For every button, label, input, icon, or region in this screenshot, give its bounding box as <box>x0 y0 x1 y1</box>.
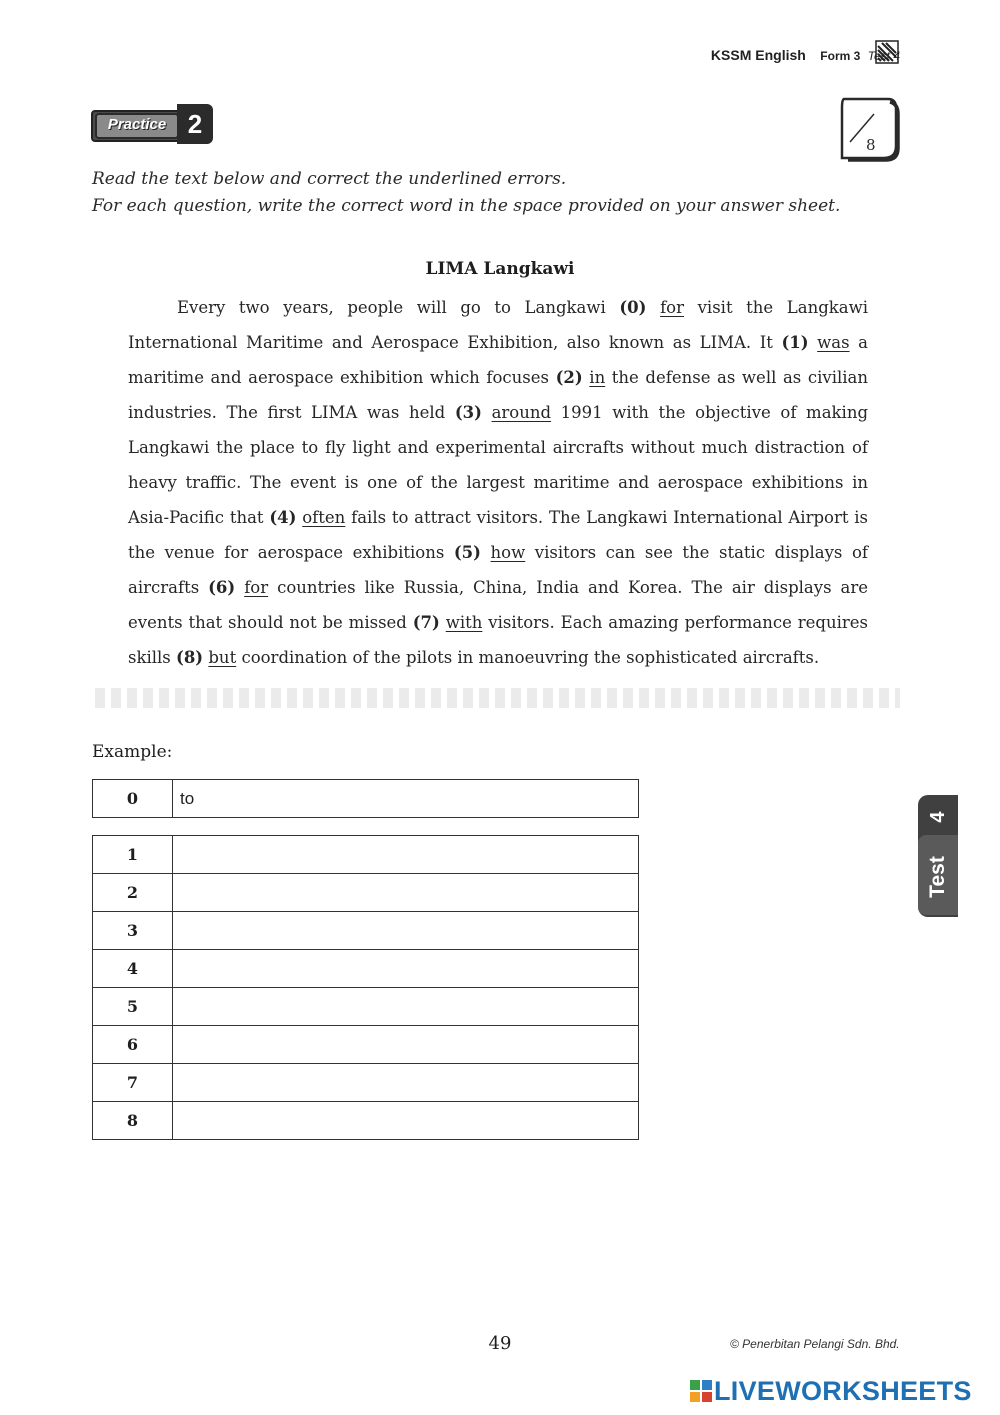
answer-number: 3 <box>93 912 173 950</box>
underlined-error-6: for <box>244 578 269 597</box>
side-tab-number: 4 <box>926 811 949 823</box>
answer-input-5[interactable] <box>180 996 624 1018</box>
page-header <box>711 47 900 65</box>
liveworksheets-mark-icon <box>690 1380 712 1402</box>
liveworksheets-logo <box>690 1376 990 1406</box>
question-marker-7: (7) <box>412 613 440 632</box>
score-box <box>838 96 900 162</box>
underlined-error-3: around <box>491 403 552 422</box>
answer-number: 1 <box>93 836 173 874</box>
example-row <box>93 780 639 818</box>
example-answer: to <box>173 780 639 818</box>
question-marker-4: (4) <box>269 508 297 527</box>
answer-row <box>93 836 639 874</box>
passage-paragraph: Every two years, people will go to Langkawi (0) for visit the Langkawi International Maritime and Aerospace Exhibition, also known as LIMA. It (1) was a maritime and aerospace exhibition which focuses (2) in the defense as well as civilian industries. The first LIMA was held (3) around 1991 with the objective of making Langkawi the place to fly light and experimental aircrafts without much distraction of heavy traffic. The event is one of the largest maritime and aerospace exhibitions in Asia-Pacific that (4) often fails to attract visitors. The Langkawi International Airport is the venue for aerospace exhibitions (5) how visitors can see the static displays of aircrafts (6) for countries like Russia, China, India and Korea. The air displays are events that should not be missed (7) with visitors. Each amazing performance requires skills (8) but coordination of the pilots in manoeuvring the sophisticated aircrafts. <box>128 298 869 667</box>
scan-artifact-strip <box>95 688 900 708</box>
underlined-error-4: often <box>302 508 346 527</box>
question-marker-6: (6) <box>208 578 236 597</box>
underlined-error-2: in <box>589 368 606 387</box>
underlined-error-1: was <box>817 333 850 352</box>
answer-number: 8 <box>93 1102 173 1140</box>
answer-cell <box>173 1064 639 1102</box>
example-number: 0 <box>93 780 173 818</box>
instruction-line-1: Read the text below and correct the underlined errors. <box>92 169 567 189</box>
score-denominator: 8 <box>866 136 876 154</box>
answer-input-3[interactable] <box>180 920 624 942</box>
underlined-error-7: with <box>445 613 483 632</box>
answer-cell <box>173 874 639 912</box>
question-marker-1: (1) <box>781 333 809 352</box>
question-marker-2: (2) <box>555 368 583 387</box>
practice-label: Practice <box>95 113 179 139</box>
passage <box>128 290 868 675</box>
answer-cell <box>173 1102 639 1140</box>
answer-row <box>93 1064 639 1102</box>
answer-row <box>93 950 639 988</box>
answer-input-2[interactable] <box>180 882 624 904</box>
answer-row <box>93 874 639 912</box>
answer-number: 5 <box>93 988 173 1026</box>
side-tab-label-bg <box>918 835 958 915</box>
signal-bars-icon <box>875 40 899 64</box>
answer-cell <box>173 836 639 874</box>
answer-cell <box>173 950 639 988</box>
answer-input-4[interactable] <box>180 958 624 980</box>
underlined-error-0: for <box>660 298 685 317</box>
header-test: Test 4 <box>867 49 900 63</box>
header-subject: KSSM English <box>710 47 806 63</box>
passage-title: LIMA Langkawi <box>425 259 575 279</box>
answer-input-1[interactable] <box>180 844 624 866</box>
answer-number: 7 <box>93 1064 173 1102</box>
side-tab-label: Test <box>926 856 949 898</box>
practice-badge <box>91 104 215 144</box>
answer-number: 2 <box>93 874 173 912</box>
answer-row <box>93 912 639 950</box>
instruction-line-2: For each question, write the correct word in the space provided on your answer sheet. <box>92 196 841 216</box>
answer-input-6[interactable] <box>180 1034 624 1056</box>
underlined-error-8: but <box>208 648 237 667</box>
answer-cell <box>173 988 639 1026</box>
question-marker-5: (5) <box>453 543 481 562</box>
answer-number: 6 <box>93 1026 173 1064</box>
instructions <box>92 166 840 220</box>
page-number: 49 <box>488 1333 512 1354</box>
question-marker-8: (8) <box>176 648 204 667</box>
answer-input-8[interactable] <box>180 1110 624 1132</box>
practice-number: 2 <box>177 104 213 144</box>
answer-row <box>93 1026 639 1064</box>
answer-row <box>93 1102 639 1140</box>
answer-number: 4 <box>93 950 173 988</box>
underlined-error-5: how <box>490 543 526 562</box>
header-form: Form 3 <box>820 49 861 63</box>
example-label: Example: <box>92 742 173 762</box>
liveworksheets-brand: LIVEWORKSHEETS <box>714 1376 972 1406</box>
answer-input-7[interactable] <box>180 1072 624 1094</box>
answer-cell <box>173 1026 639 1064</box>
question-marker-3: (3) <box>454 403 482 422</box>
copyright: © Penerbitan Pelangi Sdn. Bhd. <box>730 1337 900 1351</box>
answer-row <box>93 988 639 1026</box>
question-marker-0: (0) <box>619 298 647 317</box>
answer-table <box>92 835 639 1140</box>
test-side-tab <box>918 795 958 917</box>
example-table <box>92 779 639 818</box>
answer-cell <box>173 912 639 950</box>
